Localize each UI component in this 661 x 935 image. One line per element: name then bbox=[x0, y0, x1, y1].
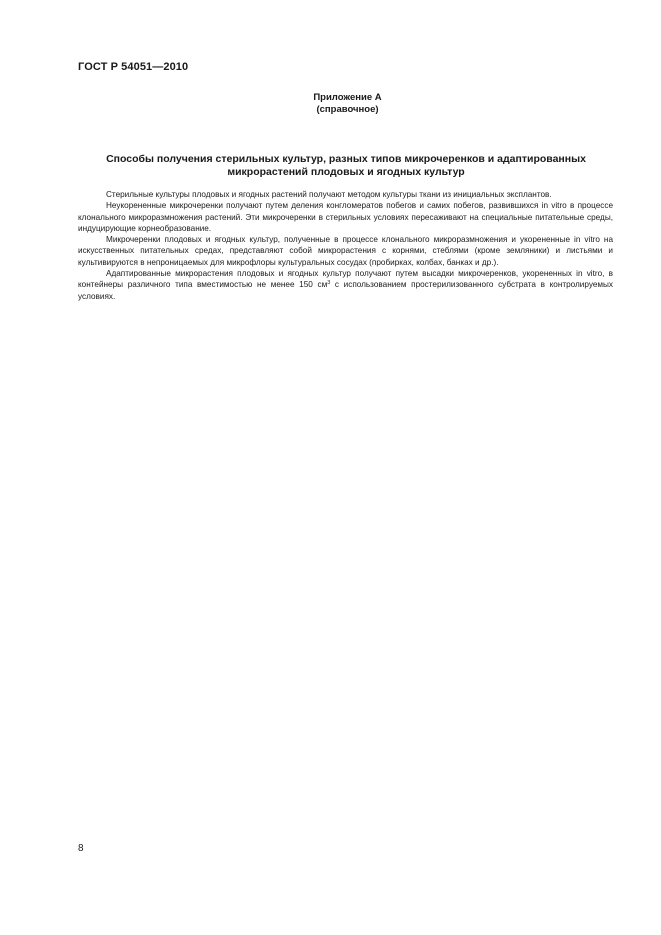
paragraph-1: Стерильные культуры плодовых и ягодных растений получают методом культуры ткани из инициальных эксплантов. bbox=[106, 190, 552, 199]
body-text bbox=[78, 189, 613, 302]
document-code: ГОСТ Р 54051—2010 bbox=[78, 61, 189, 73]
paragraph-2: Неукорененные микрочеренки получают путем деления конгломератов побегов и самих побегов, развившихся in vitro в процессе клонального микроразмножения растений. Эти микрочеренки в стерильных условиях пересаживают на специальные питательные среды, индуцирующие корнеобразование. bbox=[78, 201, 613, 233]
appendix-heading bbox=[200, 92, 495, 116]
superscript-3: 3 bbox=[327, 280, 331, 287]
section-title-line-2: микрорастений плодовых и ягодных культур bbox=[227, 166, 465, 178]
section-title bbox=[78, 153, 614, 179]
paragraph-3: Микрочеренки плодовых и ягодных культур, полученные в процессе клонального микроразмножения и укорененные in vitro на искусственных питательных средах, представляют собой микрорастения с корнями, стеблями (кроме земляники) и листьями и культивируются в непроницаемых для микрофлоры культуральных сосудах (пробирках, колбах, банках и др.). bbox=[78, 235, 613, 267]
appendix-type: (справочное) bbox=[316, 104, 379, 115]
appendix-label: Приложение А bbox=[313, 92, 382, 103]
page-number: 8 bbox=[78, 843, 84, 854]
paragraph-4-text-after: с использованием простерилизованного субстрата в контролируемых условиях. bbox=[78, 280, 613, 301]
paragraph-4-text-before: Адаптированные микрорастения плодовых и ягодных культур получают путем высадки микрочеренков, укорененных in vitro, в контейнеры различного типа вместимостью не менее 150 см bbox=[78, 269, 613, 290]
section-title-line-1: Способы получения стерильных культур, разных типов микрочеренков и адаптированных bbox=[106, 153, 586, 165]
paragraph-4 bbox=[78, 268, 613, 302]
